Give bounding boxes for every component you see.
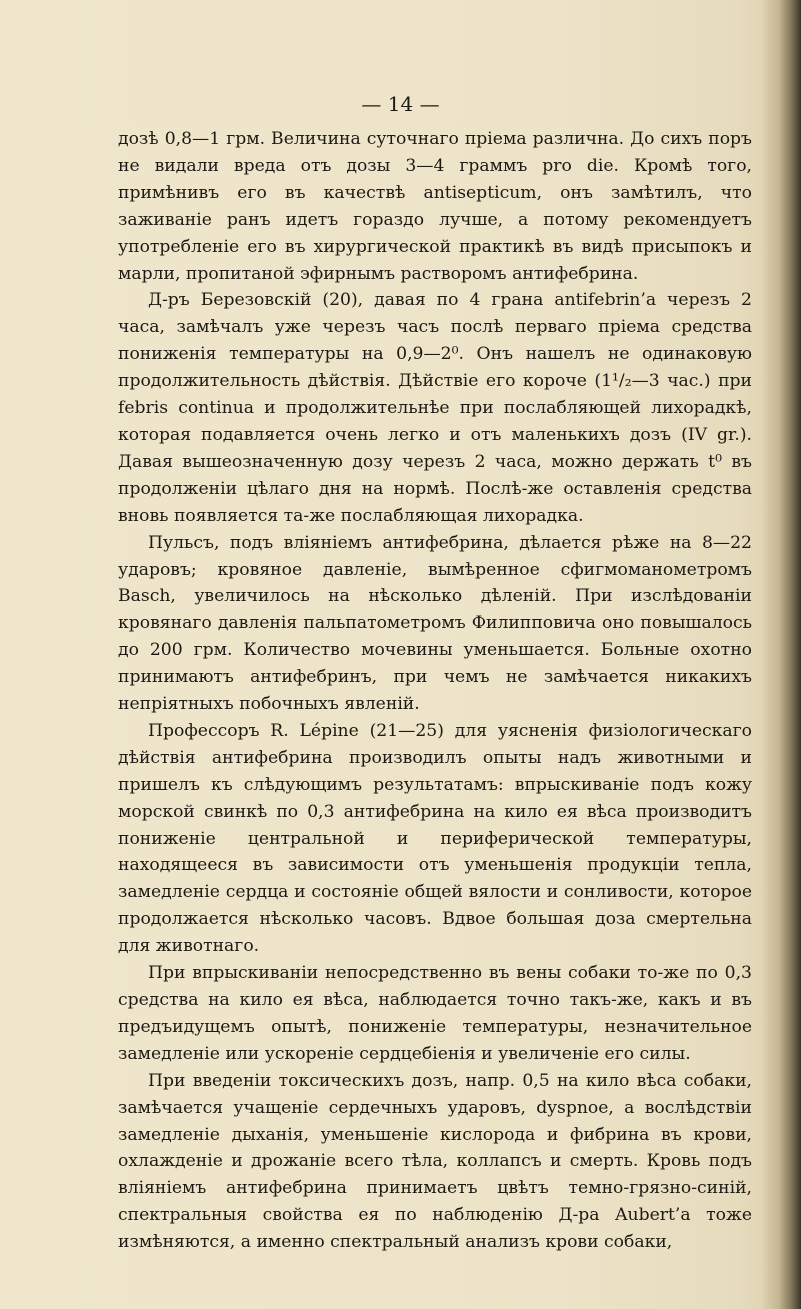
- paragraph-pulse: Пульсъ, подъ вліяніемъ антифебрина, дѣлается рѣже на 8—22 ударовъ; кровяное давленіе, вымѣренное сфигмоманометромъ Basch, увеличилось на нѣсколько дѣленій. При изслѣдованіи кровянаго давленія пальпатометромъ Филипповича оно повышалось до 200 грм. Количество мочевины уменьшается. Больные охотно принимаютъ антифебринъ, при чемъ не замѣчается никакихъ непріятныхъ побочныхъ явленій.: [118, 532, 752, 715]
- paragraph-continuation: дозѣ 0,8—1 грм. Величина суточнаго пріема различна. До сихъ поръ не видали вреда отъ дозы 3—4 граммъ pro die. Кромѣ того, примѣнивъ его въ качествѣ antisepticum, онъ замѣтилъ, что заживаніе ранъ идетъ гораздо лучше, а потому рекомендуетъ употребленіе его въ хирургической практикѣ въ видѣ присыпокъ и марли, пропитаной эфирнымъ растворомъ антифебрина.: [118, 129, 752, 284]
- paragraph-lepine: Профессоръ R. Lépine (21—25) для уясненія физіологическаго дѣйствія антифебрина производилъ опыты надъ животными и пришелъ къ слѣдующимъ результатамъ: впрыскиваніе подъ кожу морской свинкѣ по 0,3 антифебрина на кило ея вѣса производитъ пониженіе центральной и периферической температуры, находящееся въ зависимости отъ уменьшенія продукціи тепла, замедленіе сердца и состояніе общей вялости и сонливости, которое продолжается нѣсколько часовъ. Вдвое большая доза смертельна для животнаго.: [118, 720, 752, 957]
- paragraph-injection: При впрыскиваніи непосредственно въ вены собаки то-же по 0,3 средства на кило ея вѣса, наблюдается точно такъ-же, какъ и въ предъидущемъ опытѣ, пониженіе температуры, незначительное замедленіе или ускореніе сердцебіенія и увеличеніе его силы.: [118, 963, 752, 1064]
- paragraph-berezovsky: Д-ръ Березовскій (20), давая по 4 грана antifebrin’a черезъ 2 часа, замѣчалъ уже черезъ часъ послѣ перваго пріема средства пониженія температуры на 0,9—2⁰. Онъ нашелъ не одинаковую продолжительность дѣйствія. Дѣйствіе его короче (1¹/₂—3 час.) при febris continua и продолжительнѣе при послабляющей лихорадкѣ, которая подавляется очень легко и отъ маленькихъ дозъ (IV gr.). Давая вышеозначенную дозу черезъ 2 часа, можно держать t⁰ въ продолженіи цѣлаго дня на нормѣ. Послѣ-же оставленія средства вновь появляется та-же послабляющая лихорадка.: [118, 290, 752, 526]
- page-binding-edge: [761, 0, 801, 1309]
- page-number: — 14 —: [361, 92, 440, 116]
- body-text: [118, 126, 752, 1256]
- paragraph-toxic-doses: При введеніи токсическихъ дозъ, напр. 0,5 на кило вѣса собаки, замѣчается учащеніе сердечныхъ ударовъ, dyspnoe, а вослѣдствіи замедленіе дыханія, уменьшеніе кислорода и фибрина въ крови, охлажденіе и дрожаніе всего тѣла, коллапсъ и смерть. Кровь подъ вліяніемъ антифебрина принимаетъ цвѣтъ темно-грязно-синій, спектральныя свойства ея по наблюденію Д-ра Aubert’a тоже измѣняются, а именно спектральный анализъ крови собаки,: [118, 1070, 752, 1253]
